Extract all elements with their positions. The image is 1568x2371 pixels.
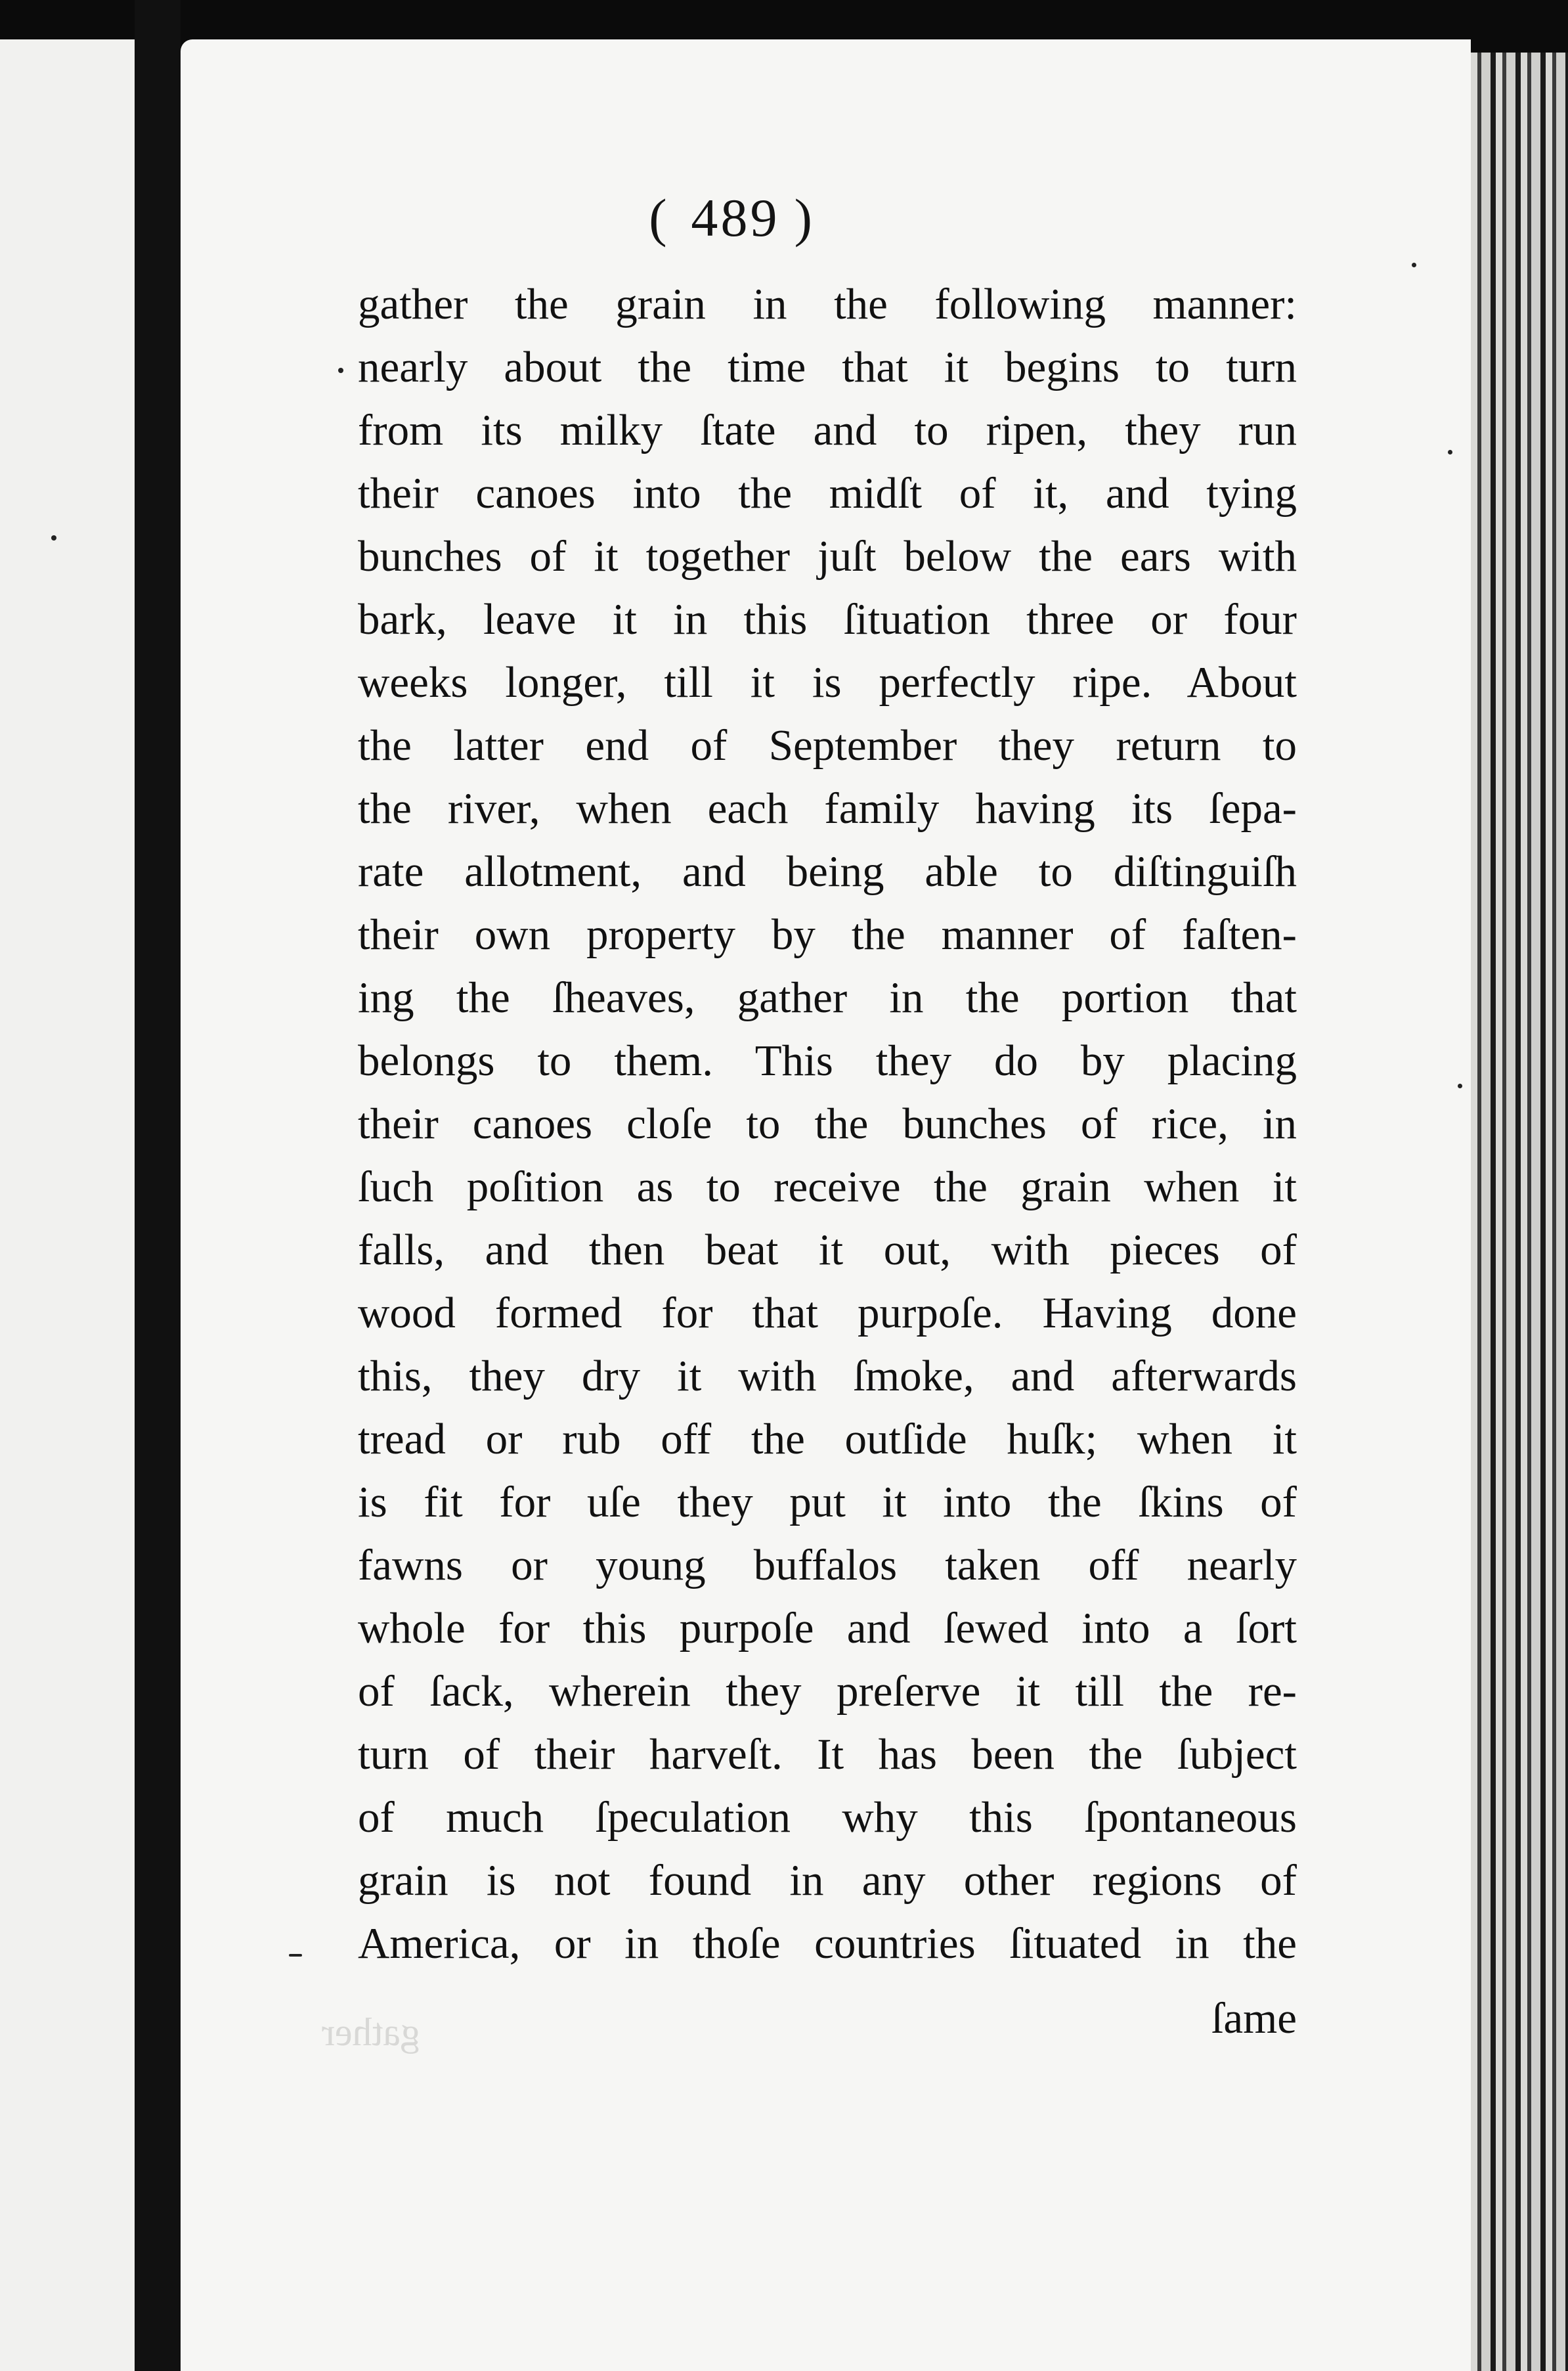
text-line: from its milky ſtate and to ripen, they run: [358, 406, 1297, 454]
ink-speck: [1412, 263, 1416, 267]
header-open-paren: (: [649, 188, 677, 248]
text-line: gather the grain in the following manner:: [358, 280, 1297, 328]
text-line: ſuch poſition as to receive the grain when it: [358, 1163, 1297, 1211]
page-number: 489: [691, 188, 780, 248]
text-line: is fit for uſe they put it into the ſkins of: [358, 1478, 1297, 1526]
text-line: the river, when each family having its ſepa-: [358, 784, 1297, 833]
text-line: nearly about the time that it begins to turn: [358, 343, 1297, 391]
text-line: of ſack, wherein they preſerve it till the re-: [358, 1667, 1297, 1716]
text-line: turn of their harveſt. It has been the ſubject: [358, 1730, 1297, 1779]
text-line: the latter end of September they return to: [358, 721, 1297, 770]
text-line: their own property by the manner of faſten-: [358, 910, 1297, 959]
text-line: bark, leave it in this ſituation three or four: [358, 595, 1297, 644]
text-line: their canoes into the midſt of it, and tying: [358, 469, 1297, 518]
ink-speck: [289, 1954, 302, 1957]
text-line: falls, and then beat it out, with pieces of: [358, 1226, 1297, 1274]
text-line: of much ſpeculation why this ſpontaneous: [358, 1793, 1297, 1842]
facing-page-edge: [0, 39, 135, 2371]
page-edge-stack: [1471, 53, 1568, 2371]
text-line: fawns or young buffalos taken off nearly: [358, 1541, 1297, 1589]
page-header: [0, 187, 1471, 249]
text-line: grain is not found in any other regions of: [358, 1856, 1297, 1905]
text-line: tread or rub off the outſide huſk; when it: [358, 1415, 1297, 1463]
text-line: this, they dry it with ſmoke, and afterwards: [358, 1352, 1297, 1400]
catchword: ſame: [1211, 1994, 1297, 2043]
ink-speck: [51, 535, 56, 541]
header-close-paren: ): [794, 188, 822, 248]
page-body-text: [358, 273, 1297, 1975]
text-line: belongs to them. This they do by placing: [358, 1036, 1297, 1085]
ink-speck: [1458, 1084, 1462, 1088]
text-line: America, or in thoſe countries ſituated in the: [358, 1919, 1297, 1968]
text-line: their canoes cloſe to the bunches of rice, in: [358, 1099, 1297, 1148]
text-line: ing the ſheaves, gather in the portion that: [358, 973, 1297, 1022]
text-line: weeks longer, till it is perfectly ripe. About: [358, 658, 1297, 707]
text-line: whole for this purpoſe and ſewed into a ſort: [358, 1604, 1297, 1652]
text-line: bunches of it together juſt below the ears with: [358, 532, 1297, 581]
book-gutter: [135, 0, 181, 2371]
text-line: rate allotment, and being able to diſtinguiſh: [358, 847, 1297, 896]
ink-speck: [1448, 450, 1452, 454]
text-line: wood formed for that purpoſe. Having done: [358, 1289, 1297, 1337]
ink-speck: [338, 368, 343, 373]
bleed-through-text: gather: [322, 2010, 420, 2054]
